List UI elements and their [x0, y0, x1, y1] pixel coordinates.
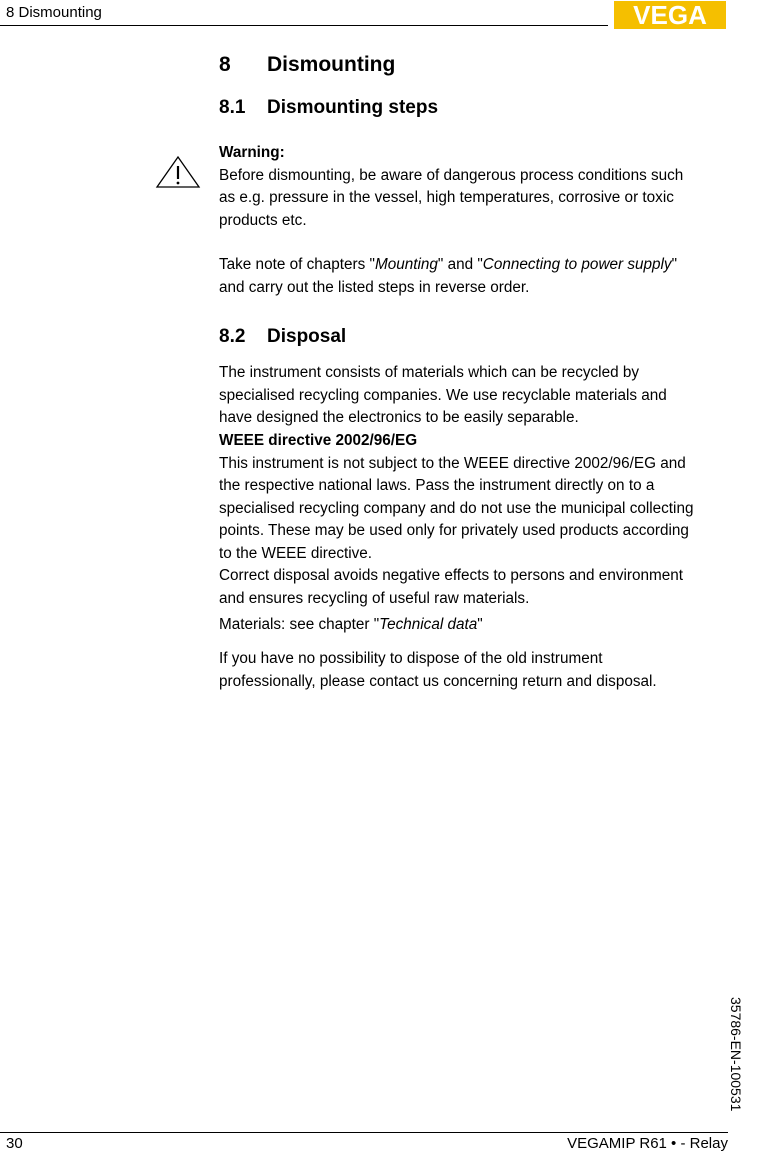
page-number: 30 — [6, 1135, 23, 1152]
correct-disposal-paragraph: Correct disposal avoids negative effects to persons and environment and ensures recycling of useful raw materials. — [219, 567, 683, 607]
header-rule — [0, 25, 608, 26]
footer-rule — [0, 1132, 728, 1133]
materials-paragraph: Materials: see chapter "Technical data" — [219, 616, 483, 633]
section-heading-dismounting-steps: 8.1 Dismounting steps — [219, 97, 439, 118]
vega-logo — [614, 1, 726, 29]
section-heading-disposal: 8.2 Disposal — [219, 326, 347, 347]
warning-block: Warning: Before dismounting, be aware of dangerous process conditions such as e.g. pressure in the vessel, high temperatures, corrosive or toxic products etc. — [219, 144, 684, 229]
chapter-heading: 8 Dismounting — [219, 53, 396, 76]
disposal-paragraph: The instrument consists of materials which can be recycled by specialised recycling companies. We use recyclable materials and have designed the electronics to be easily separable. — [219, 364, 667, 426]
weee-paragraph: WEEE directive 2002/96/EG This instrument is not subject to the WEEE directive 2002/96/EG and the respective national laws. Pass the instrument directly on to a specialised recycling company and do not use the municipal collecting points. These may be used only for privately used products according to the WEEE directive. — [219, 432, 694, 562]
svg-text:VEGA: VEGA — [633, 1, 707, 29]
warning-icon — [155, 155, 201, 189]
final-paragraph: If you have no possibility to dispose of the old instrument professionally, please contact us concerning return and disposal. — [219, 650, 657, 690]
header-section-title: 8 Dismounting — [6, 4, 102, 21]
weee-title: WEEE directive 2002/96/EG — [219, 432, 418, 449]
warning-title: Warning: — [219, 144, 285, 161]
document-id: 35786-EN-100531 — [728, 997, 744, 1112]
footer-product: VEGAMIP R61 • - Relay — [567, 1135, 728, 1152]
note-paragraph: Take note of chapters "Mounting" and "Connecting to power supply" and carry out the listed steps in reverse order. — [219, 256, 677, 296]
